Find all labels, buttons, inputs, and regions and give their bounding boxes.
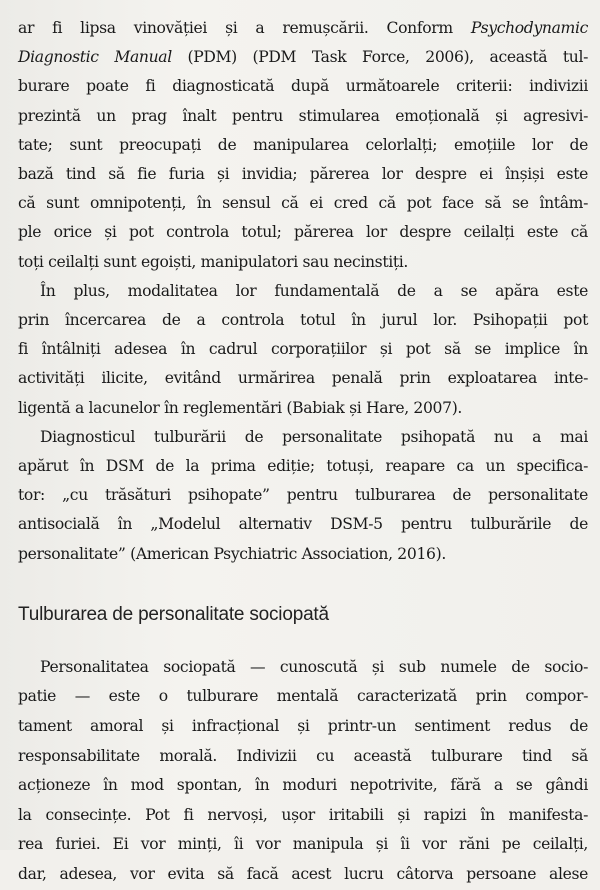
paragraph-4	[18, 653, 588, 890]
text-line: antisocială în „Modelul alternativ DSM-5 pentru tulburările de	[18, 515, 588, 534]
text-line: bază tind să fie furia și invidia; părerea lor despre ei înșiși este	[18, 165, 588, 184]
text-line: acționeze în mod spontan, în moduri nepotrivite, fără a se gândi	[18, 776, 588, 795]
text-line: tate; sunt preocupați de manipularea celorlalți; emoțiile lor de	[18, 135, 588, 154]
text-line: apărut în DSM de la prima ediție; totuși, reapare ca un specifica-	[18, 457, 588, 476]
text-line: responsabilitate morală. Indivizii cu această tulburare tind să	[18, 746, 588, 765]
text-line: prezintă un prag înalt pentru stimularea emoțională și agresivi-	[18, 106, 588, 125]
text-line: personalitate” (American Psychiatric Association, 2016).	[18, 544, 446, 563]
text-line: Diagnostic Manual (PDM) (PDM Task Force, 2006), această tul-	[18, 48, 588, 67]
text-line: Personalitatea sociopată — cunoscută și sub numele de socio-	[40, 657, 588, 676]
text-line: patie — este o tulburare mentală caracterizată prin compor-	[18, 687, 588, 706]
section-heading: Tulburarea de personalitate sociopată	[18, 603, 329, 625]
book-title-italic: Diagnostic Manual	[18, 48, 172, 67]
text-line: dar, adesea, vor evita să facă acest lucru câtorva persoane alese	[18, 865, 588, 884]
book-title-italic: Psychodynamic	[470, 19, 588, 37]
text-line: ple orice și pot controla totul; părerea lor despre ceilalți este că	[18, 223, 588, 242]
paragraph-3	[18, 423, 588, 569]
text-line: În plus, modalitatea lor fundamentală de a se apăra este	[40, 281, 588, 300]
text-line: fi întâlniți adesea în cadrul corporațiilor și pot să se implice în	[18, 340, 588, 359]
text-line: activități ilicite, evitând urmărirea penală prin exploatarea inte-	[18, 369, 588, 388]
text-line: că sunt omnipotenți, în sensul că ei cred că pot face să se întâm-	[18, 194, 588, 213]
text-line: tor: „cu trăsături psihopate” pentru tulburarea de personalitate	[18, 486, 588, 505]
text-line: burare poate fi diagnosticată după următoarele criterii: indivizii	[18, 77, 588, 96]
paragraph-2	[18, 277, 588, 423]
section-body	[18, 653, 588, 890]
text-line: ligentă a lacunelor în reglementări (Babiak și Hare, 2007).	[18, 398, 463, 417]
text-line: rea furiei. Ei vor minți, îi vor manipula și îi vor răni pe ceilalți,	[18, 835, 588, 854]
text-line: tament amoral și infracțional și printr-un sentiment redus de	[18, 717, 588, 736]
text-line: la consecințe. Pot fi nervoși, ușor iritabili și rapizi în manifesta-	[18, 805, 588, 824]
text-line: Diagnosticul tulburării de personalitate psihopată nu a mai	[40, 427, 588, 446]
text-line: ar fi lipsa vinovăției și a remușcării. Conform Psychodynamic	[18, 19, 588, 37]
text-line: prin încercarea de a controla totul în jurul lor. Psihopații pot	[18, 311, 588, 330]
text-line: toți ceilalți sunt egoiști, manipulatori sau necinstiți.	[18, 252, 409, 271]
paragraph-1	[18, 14, 588, 277]
